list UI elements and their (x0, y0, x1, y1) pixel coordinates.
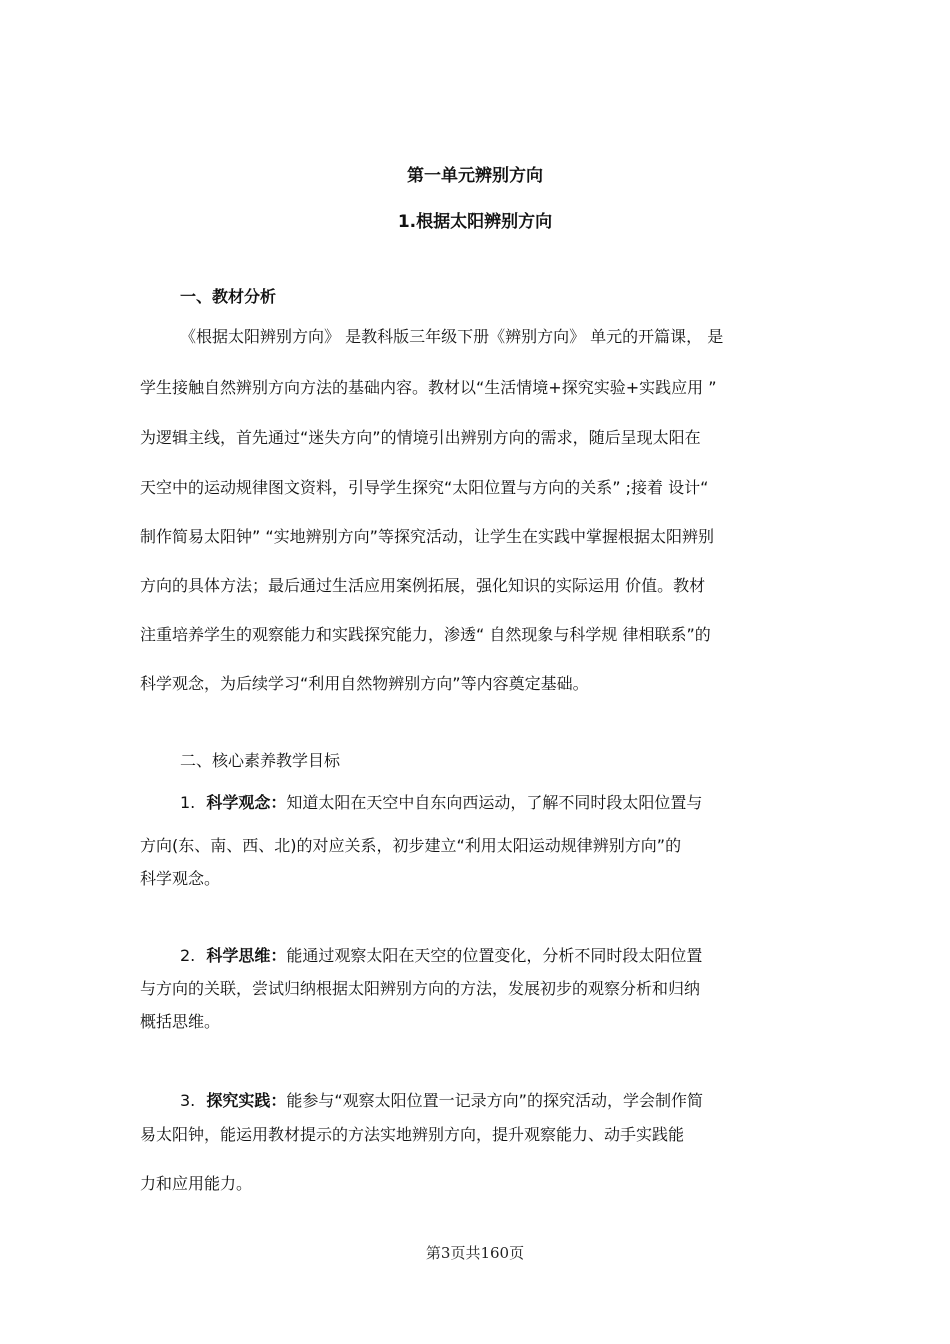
paragraph-line: 《根据太阳辨别方向》 是教科版三年级下册《辨别方向》 单元的开篇课， 是 (180, 327, 724, 346)
goal-label: 探究实践： (206, 1091, 287, 1110)
goal-text-line: 力和应用能力。 (140, 1174, 253, 1193)
paragraph-line: 学生接触自然辨别方向方法的基础内容。教材以“生活情境+探究实验+实践应用 ” (140, 378, 717, 397)
goal-item-2 (180, 946, 702, 966)
goal-text-line: 与方向的关联，尝试归纳根据太阳辨别方向的方法，发展初步的观察分析和归纳 (140, 979, 701, 998)
goal-text-line: 易太阳钟，能运用教材提示的方法实地辨别方向，提升观察能力、动手实践能 (140, 1125, 685, 1144)
goal-text-line: 概括思维。 (140, 1012, 221, 1031)
goal-text: 知道太阳在天空中自东向西运动，了解不同时段太阳位置与 (286, 793, 703, 812)
goal-label: 科学观念： (206, 793, 287, 812)
goal-number: 3. (180, 1091, 196, 1110)
paragraph-line: 注重培养学生的观察能力和实践探究能力，渗透“ 自然现象与科学规 律相联系”的 (140, 625, 711, 644)
goal-number: 2. (180, 946, 196, 965)
goal-text: 能参与“观察太阳位置一记录方向”的探究活动，学会制作简 (286, 1091, 703, 1110)
paragraph-line: 制作简易太阳钟” “实地辨别方向”等探究活动，让学生在实践中掌握根据太阳辨别 (140, 527, 714, 546)
section-heading-goals: 二、核心素养教学目标 (180, 751, 341, 770)
paragraph-line: 科学观念，为后续学习“利用自然物辨别方向”等内容奠定基础。 (140, 674, 589, 693)
page-number: 第3页共160页 (425, 1244, 525, 1262)
lesson-title: 1.根据太阳辨别方向 (397, 212, 553, 232)
paragraph-line: 为逻辑主线，首先通过“迷失方向”的情境引出辨别方向的需求，随后呈现太阳在 (140, 428, 701, 447)
goal-number: 1. (180, 793, 196, 812)
section-heading-analysis: 一、教材分析 (180, 287, 277, 306)
paragraph-line: 天空中的运动规律图文资料，引导学生探究“太阳位置与方向的关系” ;接着 设计“ (140, 478, 709, 497)
goal-item-1 (180, 793, 702, 813)
goal-label: 科学思维： (206, 946, 287, 965)
paragraph-line: 方向的具体方法；最后通过生活应用案例拓展，强化知识的实际运用 价值。教材 (140, 576, 706, 595)
goal-text-line: 方向(东、南、西、北)的对应关系，初步建立“利用太阳运动规律辨别方向”的 (140, 836, 682, 855)
goal-item-3 (180, 1091, 703, 1111)
goal-text-line: 科学观念。 (140, 869, 221, 888)
unit-title: 第一单元辨别方向 (407, 166, 543, 186)
goal-text: 能通过观察太阳在天空的位置变化，分析不同时段太阳位置 (286, 946, 703, 965)
